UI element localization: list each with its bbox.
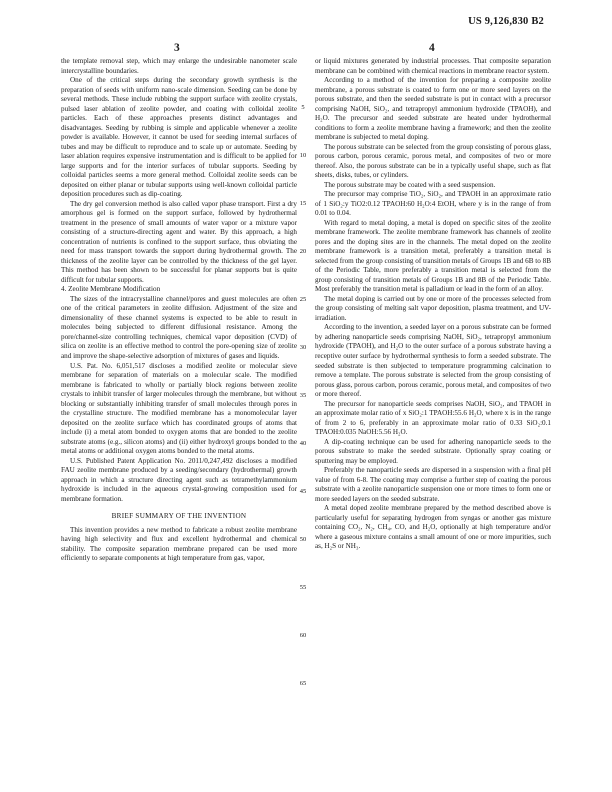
line-number: 15	[299, 200, 307, 207]
line-number: 20	[299, 248, 307, 255]
paragraph: the template removal step, which may enlarge the undesirable nanometer scale intercrystalline boundaries.	[61, 57, 297, 75]
line-number: 30	[299, 344, 307, 351]
line-number: 10	[299, 152, 307, 159]
subsection-heading: 4. Zeolite Membrane Modification	[61, 285, 161, 294]
paragraph: The porous substrate can be selected from the group consisting of porous glass, porous carbon, porous ceramic, porous metal, and composites of two or more thereof. Also, the porous substrate can be in a typically useful shape, such as flat sheets, disks, tubes, or cylinders.	[315, 142, 551, 180]
page-header	[0, 16, 612, 28]
paragraph: The sizes of the intracrystalline channel/pores and guest molecules are often one of the critical parameters in zeolite diffusion. Adjustment of the size and dimensionality of these channel systems is expected to be able to result in molecules being subjected to different diffusional resistance. Among the pore/channel-size controlling techniques, chemical vapor deposition (CVD) of silica on zeolite is an effective method to control the pore-opening size of zeolite and improve the shape-selective adsorption of mixtures of gases and liquids.	[61, 294, 297, 360]
line-number: 35	[299, 392, 307, 399]
paragraph: U.S. Published Patent Application No. 2011/0,247,492 discloses a modified FAU zeolite membrane produced by a seeding/secondary (hydrothermal) growth approach in which a structure directing agent such as tetramethylammonium hydroxide is included in the aqueous crystal-growing composition used for membrane formation.	[61, 456, 297, 503]
line-number: 25	[299, 296, 307, 303]
line-number: 55	[299, 584, 307, 591]
paragraph: The metal doping is carried out by one or more of the processes selected from the group consisting of melting salt vapor deposition, plasma treatment, and UV-irradiation.	[315, 294, 551, 322]
left-text-column	[61, 57, 297, 564]
paragraph: or liquid mixtures generated by industrial processes. That composite separation membrane can be combined with chemical reactions in membrane reactor system.	[315, 57, 551, 75]
paragraph: The precursor may comprise TiO₂, SiO₂, and TPAOH in an approximate ratio of 1 SiO₂:y TiO2:0.12 TPAOH:60 H₂O:4 EtOH, where y is in the range of from 0.01 to 0.04.	[315, 190, 551, 218]
line-number: 40	[299, 440, 307, 447]
paragraph: With regard to metal doping, a metal is doped on specific sites of the zeolite membrane framework. The zeolite membrane framework has channels of zeolite pores and the doping sites are in the channels. The metal doped on the zeolite membrane framework is a transition metal, preferably a transition metal is selected from the group consisting of transition metals of Groups 1B and 6B to 8B of the Periodic Table, more preferably a transition metal is selected from the group consisting of transition metals of Groups 1B and 8B of the Periodic Table. Most preferably the transition metal is palladium or lead in the form of an alloy.	[315, 218, 551, 294]
right-column-number: 4	[429, 42, 435, 54]
paragraph: According to the invention, a seeded layer on a porous substrate can be formed by adhering nanoparticle seeds comprising NaOH, SiO₂, tetrapropyl ammonium hydroxide (TPAOH), and H₂O to the outer surface of a porous substrate having a receptive outer surface by hydrothermal synthesis to form a seeded substrate. The seeded substrate is then subjected to temperature programming calcination to remove a template. The porous substrate is selected from the group consisting of porous glass, porous carbon, porous ceramic, porous metal, and composites of two or more thereof.	[315, 323, 551, 399]
paragraph: Preferably the nanoparticle seeds are dispersed in a suspension with a final pH value of from 6-8. The coating may comprise a further step of coating the porous substrate with a zeolite nanoparticle suspension one or more times to form one or more seeded layers on the seeded substrate.	[315, 466, 551, 503]
line-number: 5	[301, 104, 305, 111]
paragraph: The porous substrate may be coated with a seed suspension.	[324, 180, 496, 189]
line-number: 65	[299, 680, 307, 687]
line-number: 50	[299, 536, 307, 543]
paragraph: This invention provides a new method to fabricate a robust zeolite membrane having high selectivity and flux and excellent hydrothermal and chemical stability. The composite separation membrane prepared can be used more efficiently to separate components at high temperature from gas, vapor,	[61, 525, 297, 563]
line-number: 45	[299, 488, 307, 495]
paragraph: According to a method of the invention for preparing a composite zeolite membrane, a porous substrate is coated to form one or more seed layers on the porous substrate, and then the seeded substrate is put in contact with a precursor comprising NaOH, SiO₂, and tetrapropyl ammonium hydroxide (TPAOH), and H₂O. The precursor and seeded substrate are heated under hydrothermal conditions to form a zeolite membrane having a framework; and then the zeolite membrane is subjected to metal doping.	[315, 76, 551, 142]
patent-number: US 9,126,830 B2	[468, 16, 544, 27]
paragraph: The dry gel conversion method is also called vapor phase transport. First a dry amorphous gel is formed on the support surface, followed by hydrothermal treatment in the presence of small amounts of water vapor or a mixture vapor consisting of a structure-directing agent and water. By this approach, a high concentration of nutrients is confined to the support surface, thus obviating the need for mass transport towards the support during hydrothermal growth. The thickness of the zeolite layer can be controlled by the thickness of the gel layer. This method has been shown to be successful for planar supports but is quite difficult for tubular supports.	[61, 199, 297, 284]
left-column-number: 3	[174, 42, 180, 54]
paragraph: One of the critical steps during the secondary growth synthesis is the preparation of seeds with uniform nano-scale dimension. Seeding can be done by several methods. These include rubbing the support surface with zeolite crystals, pulsed laser ablation of zeolite powder, and coating with colloidal zeolite particles. Each of these approaches presents distinct advantages and disadvantages. Seeding by rubbing is simple and applicable whenever a zeolite powder is available. However, it cannot be used for seeding internal surfaces of tubes and may be difficult to reproduce and to scale up or automate. Seeding by laser ablation requires expensive instrumentation and is difficult to be applied for large supports and for the interior surfaces of tubular supports. Seeding by colloidal particles seems a more general method. Colloidal zeolite seeds can be deposited on either planar or tubular supports using well-known colloidal particle deposition procedures such as dip-coating.	[61, 76, 297, 199]
section-heading: BRIEF SUMMARY OF THE INVENTION	[111, 512, 247, 521]
paragraph: A dip-coating technique can be used for adhering nanoparticle seeds to the porous substrate to make the seeded substrate. Optionally spray coating or sputtering may be employed.	[315, 437, 551, 465]
paragraph: U.S. Pat. No. 6,051,517 discloses a modified zeolite or molecular sieve membrane for separation of materials on a molecular scale. The modified membrane is fabricated to wholly or partially block regions between zeolite crystals to inhibit transfer of larger molecules through the membrane, but without blocking or substantially inhibiting transfer of small molecules through pores in the crystalline structure. The modified membrane has a monomolecular layer deposited on the zeolite surface which has coordinated groups of atoms that include (i) a metal atom bonded to oxygen atoms that are bonded to the zeolite substrate atoms (e.g., silicon atoms) and (ii) either hydroxyl groups bonded to the metal atoms or additional oxygen atoms bonded to the metal atoms.	[61, 361, 297, 456]
right-text-column	[315, 57, 551, 552]
line-number: 60	[299, 632, 307, 639]
paragraph: A metal doped zeolite membrane prepared by the method described above is particularly useful for separating hydrogen from syngas or another gas mixture containing CO₂, N₂, CH₄, CO, and H₂O, optionally at high temperature and/or where a gaseous mixture contains a small amount of one or more impurities, such as, H₂S or NH₃.	[315, 504, 551, 551]
paragraph: The precursor for nanoparticle seeds comprises NaOH, SiO₂, and TPAOH in an approximate molar ratio of x SiO₂:1 TPAOH:55.6 H₂O, where x is in the range of from 2 to 6, preferably in an approximate molar ratio of 0.33 SiO₂:0.1 TPAOH:0.035 NaOH:5.56 H₂O.	[315, 399, 551, 437]
